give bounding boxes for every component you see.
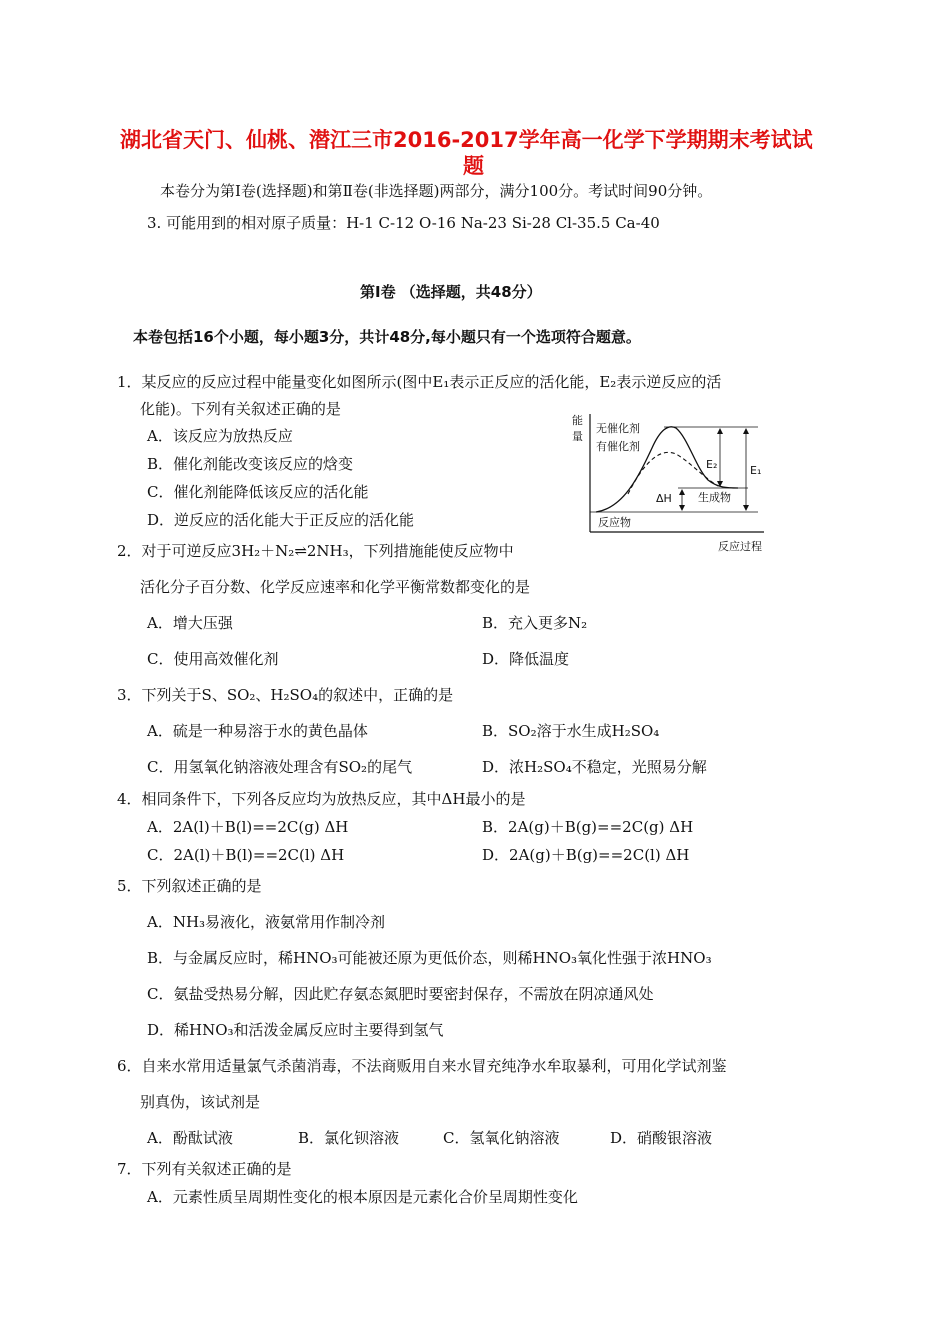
e2-arrow-head-top — [717, 428, 723, 434]
question-2-option-b: B．充入更多N₂ — [482, 614, 588, 632]
exam-intro: 本卷分为第Ⅰ卷(选择题)和第Ⅱ卷(非选择题)两部分，满分100分。考试时间90分钟。 — [160, 182, 713, 200]
question-2-stem: 2．对于可逆反应3H₂＋N₂⇌2NH₃，下列措施能使反应物中 — [117, 542, 514, 560]
energy-diagram — [568, 408, 780, 558]
question-1-stem: 1．某反应的反应过程中能量变化如图所示(图中E₁表示正反应的活化能，E₂表示逆反应的活 — [117, 373, 722, 391]
question-6-stem: 6．自来水常用适量氯气杀菌消毒，不法商贩用自来水冒充纯净水牟取暴利，可用化学试剂鉴 — [117, 1057, 727, 1075]
question-5-stem: 5．下列叙述正确的是 — [117, 877, 262, 895]
section-heading: 第Ⅰ卷 （选择题，共48分） — [360, 283, 542, 301]
question-5-option-b: B．与金属反应时，稀HNO₃可能被还原为更低价态，则稀HNO₃氧化性强于浓HNO₃ — [147, 949, 712, 967]
question-4-option-a: A．2A(l)＋B(l)==2C(g) ΔH — [147, 818, 349, 836]
question-2-stem-continued: 活化分子百分数、化学反应速率和化学平衡常数都变化的是 — [140, 578, 531, 596]
e1-arrow-head-bottom — [743, 505, 749, 511]
question-3-option-a: A．硫是一种易溶于水的黄色晶体 — [147, 722, 368, 740]
no-catalyst-label: 无催化剂 — [596, 422, 640, 435]
question-4-stem: 4．相同条件下，下列各反应均为放热反应，其中ΔH最小的是 — [117, 790, 526, 808]
question-2-option-a: A．增大压强 — [147, 614, 233, 632]
y-axis-label-1: 能 — [572, 414, 583, 427]
question-1-option-b: B．催化剂能改变该反应的焓变 — [147, 455, 354, 473]
question-6-option-a: A．酚酞试液 — [147, 1129, 233, 1147]
question-6-stem-continued: 别真伪，该试剂是 — [140, 1093, 261, 1111]
question-4-option-d: D．2A(g)＋B(g)==2C(l) ΔH — [482, 846, 690, 864]
question-6-option-d: D．硝酸银溶液 — [610, 1129, 713, 1147]
question-2-option-c: C．使用高效催化剂 — [147, 650, 279, 668]
page-title: 湖北省天门、仙桃、潜江三市2016-2017学年高一化学下学期期末考试试 — [120, 128, 813, 152]
reactant-label: 反应物 — [598, 516, 631, 529]
dh-arrow-head-top — [679, 489, 685, 495]
question-3-option-b: B．SO₂溶于水生成H₂SO₄ — [482, 722, 660, 740]
e1-arrow-head-top — [743, 428, 749, 434]
y-axis-label-2: 量 — [572, 430, 583, 443]
question-2-option-d: D．降低温度 — [482, 650, 570, 668]
question-7-option-a: A．元素性质呈周期性变化的根本原因是元素化合价呈周期性变化 — [147, 1188, 578, 1206]
delta-h-label: ΔH — [656, 492, 672, 505]
dh-arrow-head-bottom — [679, 505, 685, 511]
page-title-continued: 题 — [463, 154, 484, 178]
question-5-option-a: A．NH₃易液化，液氨常用作制冷剂 — [147, 913, 386, 931]
question-1-option-d: D．逆反应的活化能大于正反应的活化能 — [147, 511, 415, 529]
question-6-option-c: C．氢氧化钠溶液 — [443, 1129, 560, 1147]
question-3-stem: 3．下列关于S、SO₂、H₂SO₄的叙述中，正确的是 — [117, 686, 454, 704]
question-3-option-c: C．用氢氧化钠溶液处理含有SO₂的尾气 — [147, 758, 413, 776]
e2-label: E₂ — [706, 458, 718, 471]
product-label: 生成物 — [698, 491, 731, 504]
question-5-option-d: D．稀HNO₃和活泼金属反应时主要得到氢气 — [147, 1021, 444, 1039]
atomic-mass-line: 3. 可能用到的相对原子质量：H-1 C-12 O-16 Na-23 Si-28 Cl-35.5 Ca-40 — [147, 214, 660, 232]
x-axis-label: 反应过程 — [718, 540, 762, 553]
question-5-option-c: C．氨盐受热易分解，因此贮存氨态氮肥时要密封保存，不需放在阴凉通风处 — [147, 985, 654, 1003]
question-7-stem: 7．下列有关叙述正确的是 — [117, 1160, 292, 1178]
question-1-option-a: A．该反应为放热反应 — [147, 427, 293, 445]
catalyst-label: 有催化剂 — [596, 440, 640, 453]
question-6-option-b: B．氯化钡溶液 — [298, 1129, 400, 1147]
question-4-option-b: B．2A(g)＋B(g)==2C(g) ΔH — [482, 818, 694, 836]
question-3-option-d: D．浓H₂SO₄不稳定，光照易分解 — [482, 758, 707, 776]
question-1-stem-continued: 化能)。下列有关叙述正确的是 — [140, 400, 341, 418]
section-instruction: 本卷包括16个小题，每小题3分，共计48分,每小题只有一个选项符合题意。 — [133, 328, 641, 346]
question-1-option-c: C．催化剂能降低该反应的活化能 — [147, 483, 369, 501]
question-4-option-c: C．2A(l)＋B(l)==2C(l) ΔH — [147, 846, 345, 864]
e1-label: E₁ — [750, 464, 762, 477]
